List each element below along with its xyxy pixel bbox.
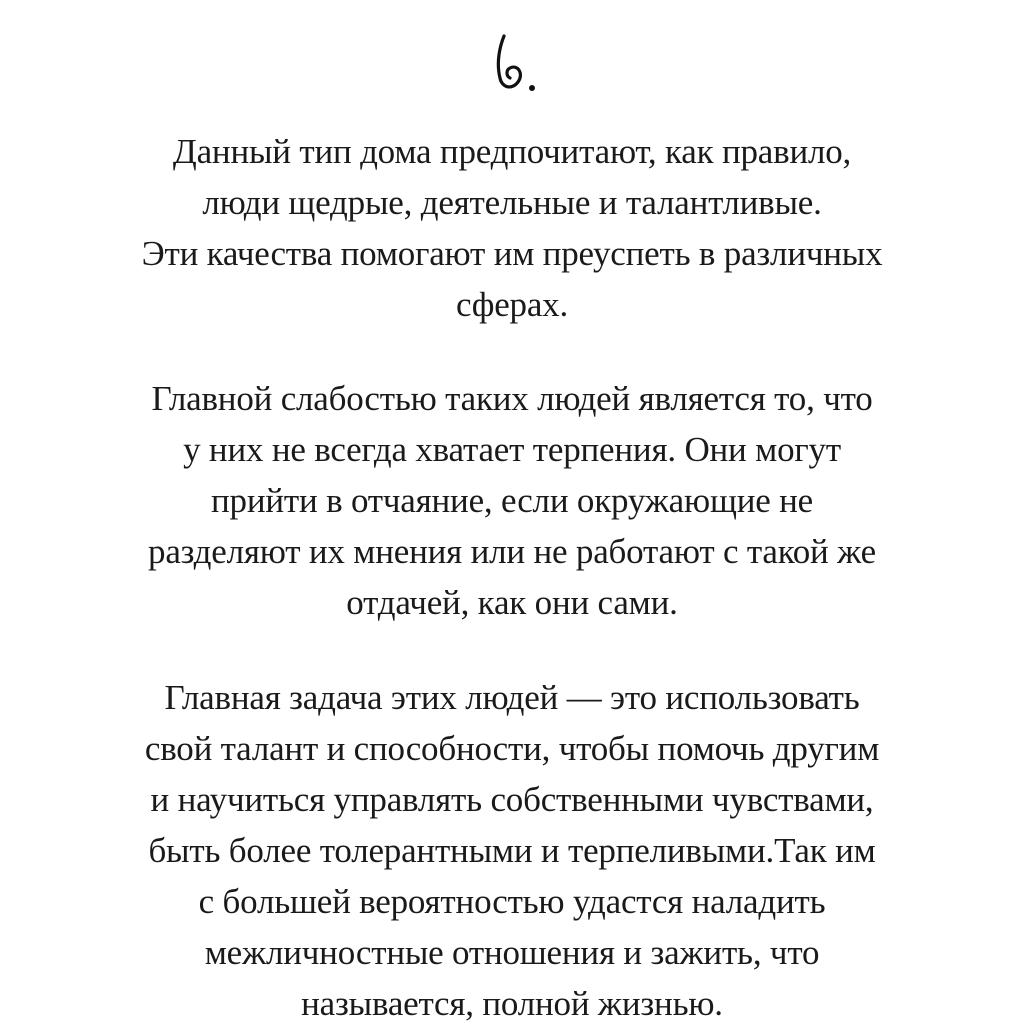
text-line: называется, полной жизнью.: [301, 984, 723, 1023]
text-line: Главной слабостью таких людей является то, что: [151, 379, 873, 418]
text-line: Данный тип дома предпочитают, как правило,: [172, 132, 852, 171]
text-line: прийти в отчаяние, если окружающие не: [211, 481, 813, 520]
text-line: свой талант и способности, чтобы помочь другим: [144, 729, 880, 768]
text-line: и научиться управлять собственными чувствами,: [150, 780, 874, 819]
text-line: Эти качества помогают им преуспеть в различных: [141, 234, 883, 273]
paragraph-description: [40, 126, 984, 330]
text-line: сферах.: [455, 285, 569, 324]
paragraph-weakness: [40, 373, 984, 628]
text-line: Главная задача этих людей — это использовать: [164, 678, 860, 717]
text-line: быть более толерантными и терпеливыми.Так им: [148, 831, 876, 870]
text-line: у них не всегда хватает терпения. Они могут: [183, 430, 841, 469]
text-line: люди щедрые, деятельные и талантливые.: [202, 183, 822, 222]
text-line: разделяют их мнения или не работают с такой же: [148, 532, 876, 571]
paragraph-main-task: [40, 672, 984, 1024]
handwritten-number-heading: [462, 24, 562, 104]
text-line: с большей вероятностью удастся наладить: [198, 882, 826, 921]
handwritten-six-icon: [462, 24, 562, 104]
text-line: отдачей, как они сами.: [346, 583, 678, 622]
text-line: межличностные отношения и зажить, что: [204, 933, 820, 972]
